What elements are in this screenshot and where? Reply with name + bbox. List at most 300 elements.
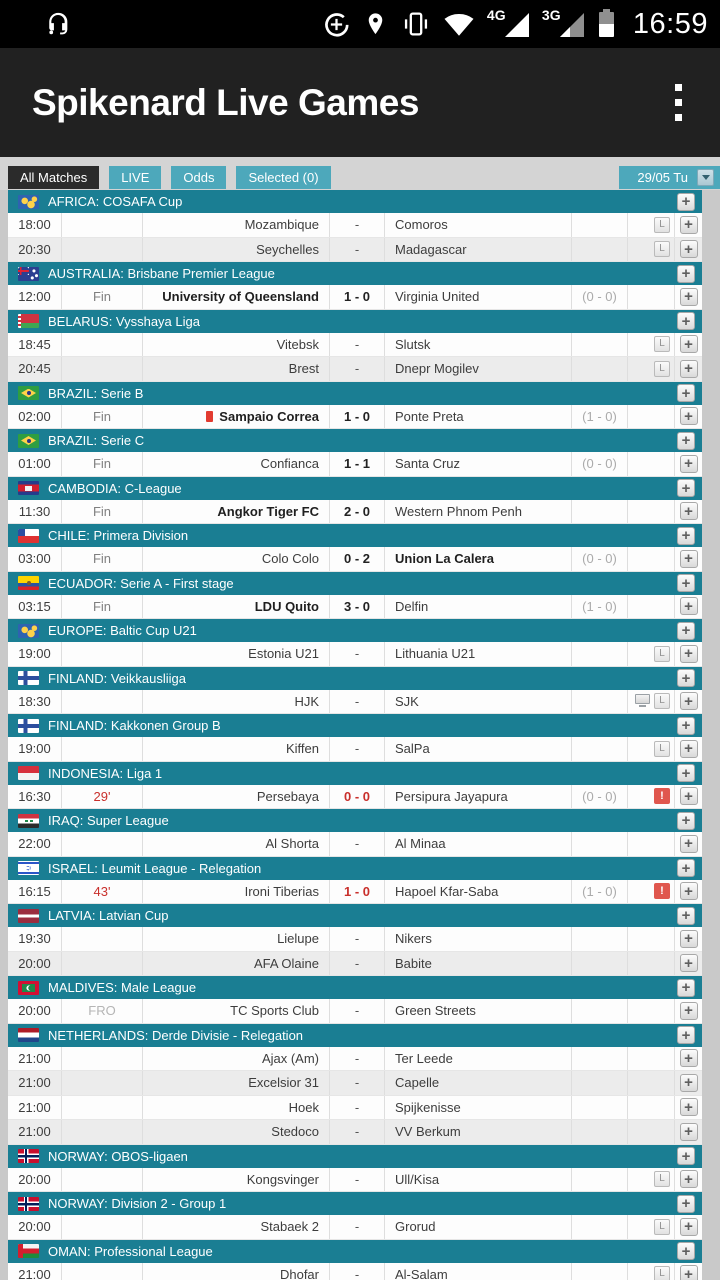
half-time-score: [572, 500, 628, 524]
home-team: [143, 547, 330, 571]
league-header[interactable]: [8, 1192, 702, 1215]
match-row[interactable]: [8, 595, 702, 620]
plus-cell: [675, 785, 702, 809]
tab-all-matches[interactable]: All Matches: [8, 166, 99, 189]
match-row[interactable]: [8, 405, 702, 430]
match-time: 21:00: [8, 1071, 62, 1095]
add-match-button[interactable]: +: [680, 597, 698, 615]
flag-brazil-icon: [18, 386, 39, 400]
add-match-button[interactable]: +: [680, 835, 698, 853]
signal-4g-icon: [487, 9, 529, 39]
home-team: [143, 1047, 330, 1071]
date-selector[interactable]: [619, 166, 720, 189]
match-score: -: [330, 690, 385, 714]
plus-cell: [675, 1168, 702, 1192]
half-time-score: (0 - 0): [572, 452, 628, 476]
away-team-name: Al-Salam: [395, 1266, 448, 1280]
flag-indonesia-icon: [18, 766, 39, 780]
away-team: [385, 285, 572, 309]
half-time-score: (1 - 0): [572, 405, 628, 429]
add-match-button[interactable]: +: [680, 1170, 698, 1188]
expand-league-button[interactable]: +: [677, 764, 695, 782]
league-header[interactable]: [8, 310, 702, 333]
league-header[interactable]: [8, 1145, 702, 1168]
add-match-button[interactable]: +: [680, 288, 698, 306]
match-icons: [628, 952, 675, 976]
expand-league-button[interactable]: +: [677, 1195, 695, 1213]
plus-cell: [675, 952, 702, 976]
away-team: [385, 785, 572, 809]
league-header[interactable]: [8, 572, 702, 595]
plus-cell: [675, 238, 702, 262]
add-match-button[interactable]: +: [680, 1123, 698, 1141]
match-row[interactable]: [8, 952, 702, 977]
add-match-button[interactable]: +: [680, 1049, 698, 1067]
flag-ecuador-icon: [18, 576, 39, 590]
home-team-name: Vitebsk: [276, 336, 319, 352]
expand-league-button[interactable]: +: [677, 907, 695, 925]
chevron-down-icon: [702, 175, 710, 180]
expand-league-button[interactable]: +: [677, 859, 695, 877]
match-icons: [628, 213, 675, 237]
home-team: [143, 1120, 330, 1144]
add-match-button[interactable]: +: [680, 407, 698, 425]
match-score: 2 - 0: [330, 500, 385, 524]
match-status: [62, 357, 143, 381]
home-team-name: Persebaya: [256, 788, 319, 804]
match-icons: [628, 1096, 675, 1120]
expand-league-button[interactable]: +: [677, 384, 695, 402]
home-team: [143, 737, 330, 761]
match-icons: [628, 1071, 675, 1095]
plus-cell: [675, 452, 702, 476]
half-time-score: (0 - 0): [572, 785, 628, 809]
home-team: [143, 690, 330, 714]
expand-league-button[interactable]: +: [677, 1026, 695, 1044]
league-header[interactable]: [8, 382, 702, 405]
match-status: [62, 642, 143, 666]
match-time: 19:00: [8, 737, 62, 761]
away-team: [385, 238, 572, 262]
match-row[interactable]: [8, 333, 702, 358]
add-match-button[interactable]: +: [680, 550, 698, 568]
add-match-button[interactable]: +: [680, 455, 698, 473]
away-team: [385, 405, 572, 429]
half-time-score: [572, 238, 628, 262]
add-match-button[interactable]: +: [680, 645, 698, 663]
away-team: [385, 333, 572, 357]
league-name: AFRICA: COSAFA Cup: [48, 194, 183, 209]
plus-cell: [675, 405, 702, 429]
live-coverage-badge: L: [654, 241, 670, 257]
match-row[interactable]: [8, 690, 702, 715]
match-row[interactable]: [8, 500, 702, 525]
match-status: Fin: [62, 285, 143, 309]
match-status: FRO: [62, 999, 143, 1023]
away-team: [385, 547, 572, 571]
flag-brazil-icon: [18, 434, 39, 448]
league-header[interactable]: [8, 667, 702, 690]
away-team-name: Madagascar: [395, 241, 467, 257]
match-icons: [628, 452, 675, 476]
league-name: LATVIA: Latvian Cup: [48, 908, 169, 923]
flag-norway-icon: [18, 1197, 39, 1211]
away-team-name: Ter Leede: [395, 1050, 453, 1066]
match-row[interactable]: [8, 642, 702, 667]
half-time-score: [572, 999, 628, 1023]
league-header[interactable]: [8, 904, 702, 927]
match-time: 18:45: [8, 333, 62, 357]
plus-cell: [675, 832, 702, 856]
away-team-name: Virginia United: [395, 289, 480, 305]
match-row[interactable]: [8, 880, 702, 905]
flag-finland-icon: [18, 671, 39, 685]
live-coverage-badge: L: [654, 1219, 670, 1235]
add-match-button[interactable]: +: [680, 1218, 698, 1236]
flag-australia-icon: [18, 267, 39, 281]
plus-cell: [675, 737, 702, 761]
match-score: 1 - 0: [330, 405, 385, 429]
match-score: -: [330, 952, 385, 976]
tab-odds[interactable]: Odds: [171, 166, 226, 189]
network-3g-label: 3G: [541, 7, 561, 23]
add-match-button[interactable]: +: [680, 1265, 698, 1280]
live-coverage-badge: L: [654, 1171, 670, 1187]
live-alert-badge: !: [654, 788, 670, 804]
match-score: -: [330, 1168, 385, 1192]
match-time: 19:00: [8, 642, 62, 666]
home-team: [143, 999, 330, 1023]
match-row[interactable]: [8, 547, 702, 572]
match-icons: [628, 642, 675, 666]
league-header[interactable]: [8, 762, 702, 785]
match-time: 16:15: [8, 880, 62, 904]
add-match-button[interactable]: +: [680, 954, 698, 972]
add-match-button[interactable]: +: [680, 740, 698, 758]
live-coverage-badge: L: [654, 693, 670, 709]
match-row[interactable]: [8, 1215, 702, 1240]
match-status: Fin: [62, 595, 143, 619]
home-team: [143, 452, 330, 476]
league-header[interactable]: [8, 1240, 702, 1263]
away-team-name: SalPa: [395, 741, 430, 757]
home-team-name: University of Queensland: [162, 289, 319, 305]
flag-maldives-icon: [18, 981, 39, 995]
tab-selected[interactable]: Selected (0): [236, 166, 330, 189]
match-icons: [628, 285, 675, 309]
league-name: BRAZIL: Serie C: [48, 433, 145, 448]
expand-league-button[interactable]: +: [677, 479, 695, 497]
home-team-name: Kongsvinger: [246, 1171, 319, 1187]
league-header[interactable]: [8, 1024, 702, 1047]
away-team-name: Western Phnom Penh: [395, 503, 522, 519]
match-row[interactable]: [8, 285, 702, 310]
add-match-button[interactable]: +: [680, 882, 698, 900]
expand-league-button[interactable]: +: [677, 1147, 695, 1165]
match-row[interactable]: [8, 1071, 702, 1096]
plus-cell: [675, 642, 702, 666]
network-4g-label: 4G: [486, 7, 506, 23]
match-icons: [628, 547, 675, 571]
expand-league-button[interactable]: +: [677, 717, 695, 735]
tv-broadcast-icon: [635, 694, 650, 704]
half-time-score: [572, 927, 628, 951]
match-score: -: [330, 1215, 385, 1239]
league-header[interactable]: [8, 524, 702, 547]
half-time-score: (1 - 0): [572, 880, 628, 904]
half-time-score: [572, 1168, 628, 1192]
expand-league-button[interactable]: +: [677, 312, 695, 330]
match-list: [8, 190, 702, 1280]
match-icons: [628, 785, 675, 809]
plus-cell: [675, 927, 702, 951]
match-row[interactable]: [8, 1263, 702, 1280]
match-score: -: [330, 238, 385, 262]
match-row[interactable]: [8, 737, 702, 762]
plus-cell: [675, 880, 702, 904]
live-alert-badge: !: [654, 883, 670, 899]
league-name: BELARUS: Vysshaya Liga: [48, 313, 200, 329]
away-team-name: Ponte Preta: [395, 408, 464, 424]
home-team: [143, 1263, 330, 1280]
match-icons: [628, 832, 675, 856]
away-team: [385, 642, 572, 666]
league-header[interactable]: [8, 190, 702, 213]
signal-3g-fill: [560, 27, 570, 37]
half-time-score: [572, 357, 628, 381]
data-saver-icon: [323, 11, 350, 38]
half-time-score: (0 - 0): [572, 285, 628, 309]
expand-league-button[interactable]: +: [677, 265, 695, 283]
half-time-score: [572, 832, 628, 856]
match-time: 20:45: [8, 357, 62, 381]
match-score: -: [330, 642, 385, 666]
expand-league-button[interactable]: +: [677, 193, 695, 211]
match-score: -: [330, 1071, 385, 1095]
match-status: [62, 1120, 143, 1144]
home-team-name: Confianca: [260, 456, 319, 472]
half-time-score: [572, 642, 628, 666]
match-status: Fin: [62, 500, 143, 524]
half-time-score: [572, 1071, 628, 1095]
add-match-button[interactable]: +: [680, 502, 698, 520]
away-team: [385, 1168, 572, 1192]
plus-cell: [675, 595, 702, 619]
match-icons: [628, 1168, 675, 1192]
match-icons: [628, 999, 675, 1023]
away-team: [385, 690, 572, 714]
half-time-score: [572, 1047, 628, 1071]
home-team-name: Angkor Tiger FC: [217, 503, 319, 519]
match-time: 21:00: [8, 1047, 62, 1071]
match-score: -: [330, 927, 385, 951]
league-name: NORWAY: OBOS-ligaen: [48, 1148, 188, 1164]
add-match-button[interactable]: +: [680, 1002, 698, 1020]
match-icons: [628, 880, 675, 904]
league-header[interactable]: [8, 477, 702, 500]
away-team-name: Comoros: [395, 217, 448, 233]
match-row[interactable]: [8, 832, 702, 857]
match-icons: [628, 405, 675, 429]
away-team: [385, 1263, 572, 1280]
add-match-button[interactable]: +: [680, 692, 698, 710]
match-time: 20:00: [8, 1215, 62, 1239]
away-team: [385, 880, 572, 904]
match-time: 02:00: [8, 405, 62, 429]
league-name: NETHERLANDS: Derde Divisie - Relegation: [48, 1027, 304, 1043]
flag-iraq-icon: [18, 814, 39, 828]
calendar-dropdown-button[interactable]: [697, 169, 714, 186]
match-time: 18:30: [8, 690, 62, 714]
match-status: Fin: [62, 547, 143, 571]
home-team-name: Seychelles: [256, 241, 319, 257]
flag-israel-icon: [18, 861, 39, 875]
plus-cell: [675, 213, 702, 237]
away-team: [385, 832, 572, 856]
date-label: 29/05 Tu: [637, 170, 688, 185]
match-score: -: [330, 213, 385, 237]
match-row[interactable]: [8, 1096, 702, 1121]
home-team: [143, 500, 330, 524]
match-icons: [628, 927, 675, 951]
home-team-name: Colo Colo: [261, 551, 319, 567]
page-title: Spikenard Live Games: [32, 81, 419, 123]
match-score: -: [330, 1263, 385, 1280]
match-row[interactable]: [8, 452, 702, 477]
half-time-score: [572, 737, 628, 761]
half-time-score: [572, 1215, 628, 1239]
match-row[interactable]: [8, 238, 702, 263]
away-team: [385, 927, 572, 951]
expand-league-button[interactable]: +: [677, 979, 695, 997]
match-status: [62, 1215, 143, 1239]
plus-cell: [675, 1120, 702, 1144]
away-team: [385, 500, 572, 524]
away-team-name: Lithuania U21: [395, 646, 476, 662]
away-team-name: Delfin: [395, 598, 429, 614]
match-status: Fin: [62, 452, 143, 476]
add-match-button[interactable]: +: [680, 240, 698, 258]
match-score: -: [330, 832, 385, 856]
match-time: 01:00: [8, 452, 62, 476]
home-team-name: Sampaio Correa: [219, 408, 319, 424]
away-team-name: Capelle: [395, 1075, 440, 1091]
away-team-name: Persipura Jayapura: [395, 788, 508, 804]
home-team: [143, 285, 330, 309]
match-time: 19:30: [8, 927, 62, 951]
league-header[interactable]: [8, 809, 702, 832]
plus-cell: [675, 999, 702, 1023]
away-team-name: Green Streets: [395, 1003, 476, 1019]
match-row[interactable]: [8, 213, 702, 238]
away-team-name: Slutsk: [395, 336, 431, 352]
match-row[interactable]: [8, 1047, 702, 1072]
flag-chile-icon: [18, 529, 39, 543]
live-coverage-badge: L: [654, 361, 670, 377]
match-time: 03:00: [8, 547, 62, 571]
plus-cell: [675, 357, 702, 381]
league-header[interactable]: [8, 976, 702, 999]
battery-icon: [599, 12, 614, 37]
expand-league-button[interactable]: +: [677, 432, 695, 450]
plus-cell: [675, 1047, 702, 1071]
league-header[interactable]: [8, 857, 702, 880]
league-name: EUROPE: Baltic Cup U21: [48, 623, 197, 638]
expand-league-button[interactable]: +: [677, 574, 695, 592]
match-time: 16:30: [8, 785, 62, 809]
match-score: -: [330, 999, 385, 1023]
league-header[interactable]: [8, 714, 702, 737]
match-status: [62, 832, 143, 856]
headset-icon: [44, 10, 72, 38]
match-row[interactable]: [8, 785, 702, 810]
half-time-score: [572, 952, 628, 976]
match-row[interactable]: [8, 357, 702, 382]
expand-league-button[interactable]: +: [677, 812, 695, 830]
match-status: [62, 952, 143, 976]
match-status: 43': [62, 880, 143, 904]
app-header: [0, 48, 720, 157]
add-match-button[interactable]: +: [680, 216, 698, 234]
add-match-button[interactable]: +: [680, 335, 698, 353]
match-status: [62, 1096, 143, 1120]
match-row[interactable]: [8, 999, 702, 1024]
home-team-name: AFA Olaine: [253, 955, 319, 971]
away-team: [385, 213, 572, 237]
away-team: [385, 1215, 572, 1239]
home-team: [143, 595, 330, 619]
expand-league-button[interactable]: +: [677, 527, 695, 545]
status-bar: [0, 0, 720, 48]
league-header[interactable]: [8, 429, 702, 452]
home-team-name: LDU Quito: [254, 598, 319, 614]
status-time: 16:59: [632, 7, 708, 40]
kebab-menu-icon[interactable]: [661, 74, 696, 131]
add-match-button[interactable]: +: [680, 1098, 698, 1116]
match-time: 20:30: [8, 238, 62, 262]
plus-cell: [675, 1071, 702, 1095]
match-row[interactable]: [8, 1120, 702, 1145]
add-match-button[interactable]: +: [680, 787, 698, 805]
league-name: IRAQ: Super League: [48, 813, 169, 828]
expand-league-button[interactable]: +: [677, 622, 695, 640]
add-match-button[interactable]: +: [680, 930, 698, 948]
league-header[interactable]: [8, 619, 702, 642]
match-row[interactable]: [8, 1168, 702, 1193]
expand-league-button[interactable]: +: [677, 1242, 695, 1260]
away-team: [385, 1071, 572, 1095]
signal-4g-triangle: [505, 13, 529, 37]
expand-league-button[interactable]: +: [677, 669, 695, 687]
league-name: CHILE: Primera Division: [48, 528, 189, 543]
match-icons: [628, 595, 675, 619]
match-row[interactable]: [8, 927, 702, 952]
add-match-button[interactable]: +: [680, 1074, 698, 1092]
plus-cell: [675, 1096, 702, 1120]
home-team: [143, 642, 330, 666]
away-team-name: Al Minaa: [395, 836, 446, 852]
home-team-name: Estonia U21: [248, 646, 319, 662]
league-header[interactable]: [8, 262, 702, 285]
away-team-name: Babite: [395, 955, 432, 971]
home-team: [143, 1215, 330, 1239]
tab-live[interactable]: LIVE: [109, 166, 161, 189]
add-match-button[interactable]: +: [680, 360, 698, 378]
home-team-name: Dhofar: [279, 1266, 319, 1280]
home-team: [143, 1168, 330, 1192]
match-status: [62, 1263, 143, 1280]
match-time: 20:00: [8, 999, 62, 1023]
